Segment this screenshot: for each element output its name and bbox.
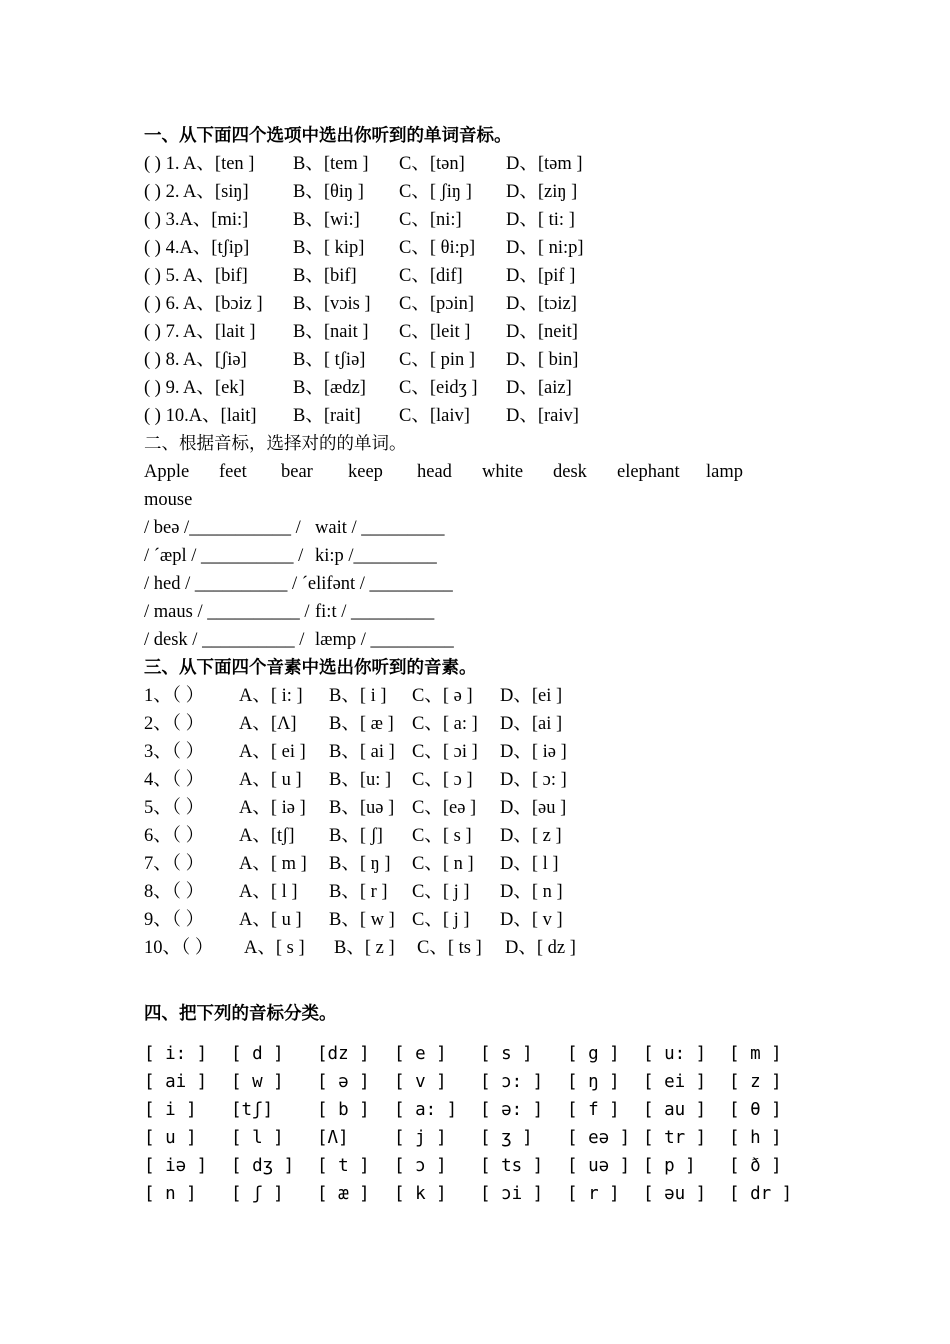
phonetic-symbol: [ ei ] bbox=[643, 1072, 707, 1092]
option-b: B、[wi:] bbox=[293, 210, 360, 230]
option-q: ( ) 1. A、[ten ] bbox=[144, 154, 255, 174]
phonetic-symbol: [ tr ] bbox=[643, 1128, 707, 1148]
option-c: C、[leit ] bbox=[399, 322, 471, 342]
option-c: C、[ θi:p] bbox=[399, 238, 476, 258]
option-c: C、[ni:] bbox=[399, 210, 462, 230]
phonetic-symbol: [ m ] bbox=[729, 1044, 782, 1064]
phonetic-symbol: [ eə ] bbox=[567, 1128, 631, 1148]
phonetic-symbol: [dz ] bbox=[317, 1044, 370, 1064]
phoneme-option: A、[ m ] bbox=[239, 854, 307, 874]
phonetic-symbol: [ k ] bbox=[394, 1184, 447, 1204]
phonetic-symbol: [ ai ] bbox=[144, 1072, 208, 1092]
phonetic-blank-left: / desk / __________ / bbox=[144, 630, 305, 650]
word-bank-item: white bbox=[482, 462, 524, 482]
phoneme-option: B、[ æ ] bbox=[329, 714, 394, 734]
question-number: 9、（ ） bbox=[144, 910, 205, 930]
phoneme-option: D、[ai ] bbox=[500, 714, 563, 734]
option-b: B、[rait] bbox=[293, 406, 361, 426]
phonetic-symbol: [ g ] bbox=[567, 1044, 620, 1064]
phonetic-blank-left: / ˊæpl / __________ / bbox=[144, 546, 304, 566]
phonetic-symbol: [ ts ] bbox=[480, 1156, 544, 1176]
phoneme-option: B、[ i ] bbox=[329, 686, 387, 706]
phonetic-symbol: [ iə ] bbox=[144, 1156, 208, 1176]
phoneme-option: C、[ j ] bbox=[412, 882, 470, 902]
option-c: C、[ pin ] bbox=[399, 350, 476, 370]
option-b: B、[ tʃiə] bbox=[293, 350, 366, 370]
phoneme-option: D、[ l ] bbox=[500, 854, 559, 874]
phoneme-option: A、[tʃ] bbox=[239, 826, 295, 846]
phoneme-option: A、[ i: ] bbox=[239, 686, 303, 706]
word-bank-item: lamp bbox=[706, 462, 743, 482]
question-number: 6、（ ） bbox=[144, 826, 205, 846]
word-bank-item: feet bbox=[219, 462, 247, 482]
word-bank-item: keep bbox=[348, 462, 383, 482]
option-d: D、[aiz] bbox=[506, 378, 572, 398]
phoneme-option: D、[ iə ] bbox=[500, 742, 567, 762]
phoneme-option: C、[eə ] bbox=[412, 798, 477, 818]
option-b: B、[bif] bbox=[293, 266, 357, 286]
phonetic-symbol: [ dʒ ] bbox=[231, 1156, 295, 1176]
phonetic-symbol: [ b ] bbox=[317, 1100, 370, 1120]
option-q: ( ) 10.A、[lait] bbox=[144, 406, 257, 426]
option-c: C、[dif] bbox=[399, 266, 463, 286]
section3-title: 三、从下面四个音素中选出你听到的音素。 bbox=[144, 658, 477, 678]
phonetic-symbol: [ ɔ ] bbox=[394, 1156, 447, 1176]
phoneme-option: D、[ v ] bbox=[500, 910, 563, 930]
option-c: C、[eidʒ ] bbox=[399, 378, 478, 398]
question-number: 3、（ ） bbox=[144, 742, 205, 762]
word-bank-item: Apple bbox=[144, 462, 190, 482]
phonetic-symbol: [ u: ] bbox=[643, 1044, 707, 1064]
phoneme-option: D、[ei ] bbox=[500, 686, 563, 706]
phonetic-symbol: [ v ] bbox=[394, 1072, 447, 1092]
phonetic-symbol: [ æ ] bbox=[317, 1184, 370, 1204]
phonetic-symbol: [ u ] bbox=[144, 1128, 197, 1148]
option-d: D、[ ni:p] bbox=[506, 238, 584, 258]
phonetic-symbol: [ θ ] bbox=[729, 1100, 782, 1120]
phoneme-option: B、[u: ] bbox=[329, 770, 392, 790]
phonetic-symbol: [ əu ] bbox=[643, 1184, 707, 1204]
word-bank-item: mouse bbox=[144, 490, 193, 510]
phonetic-blank-right: ki:p /_________ bbox=[315, 546, 437, 566]
phonetic-blank-right: læmp / _________ bbox=[315, 630, 454, 650]
phonetic-symbol: [ h ] bbox=[729, 1128, 782, 1148]
phonetic-symbol: [ ə ] bbox=[317, 1072, 370, 1092]
option-c: C、[laiv] bbox=[399, 406, 470, 426]
option-b: B、[ kip] bbox=[293, 238, 365, 258]
phoneme-option: C、[ ə ] bbox=[412, 686, 473, 706]
phonetic-symbol: [ a: ] bbox=[394, 1100, 458, 1120]
phoneme-option: C、[ s ] bbox=[412, 826, 472, 846]
phonetic-symbol: [ ŋ ] bbox=[567, 1072, 620, 1092]
question-number: 10、（ ） bbox=[144, 938, 214, 958]
question-number: 8、（ ） bbox=[144, 882, 205, 902]
phonetic-symbol: [ dr ] bbox=[729, 1184, 793, 1204]
option-b: B、[tem ] bbox=[293, 154, 369, 174]
phoneme-option: A、[ ei ] bbox=[239, 742, 306, 762]
phoneme-option: A、[ l ] bbox=[239, 882, 298, 902]
option-q: ( ) 7. A、[lait ] bbox=[144, 322, 256, 342]
phonetic-symbol: [ uə ] bbox=[567, 1156, 631, 1176]
phoneme-option: A、[ u ] bbox=[239, 910, 302, 930]
phonetic-symbol: [ ə: ] bbox=[480, 1100, 544, 1120]
phonetic-symbol: [ n ] bbox=[144, 1184, 197, 1204]
phonetic-blank-right: wait / _________ bbox=[315, 518, 445, 538]
option-q: ( ) 3.A、[mi:] bbox=[144, 210, 249, 230]
phonetic-symbol: [ ʒ ] bbox=[480, 1128, 533, 1148]
option-b: B、[vɔis ] bbox=[293, 294, 371, 314]
phonetic-symbol: [Λ] bbox=[317, 1128, 349, 1148]
phonetic-symbol: [ r ] bbox=[567, 1184, 620, 1204]
phonetic-symbol: [ p ] bbox=[643, 1156, 696, 1176]
option-q: ( ) 6. A、[bɔiz ] bbox=[144, 294, 263, 314]
question-number: 5、（ ） bbox=[144, 798, 205, 818]
phoneme-option: C、[ ts ] bbox=[417, 938, 482, 958]
phonetic-symbol: [ ð ] bbox=[729, 1156, 782, 1176]
phoneme-option: B、[ ʃ] bbox=[329, 826, 383, 846]
option-q: ( ) 2. A、[siŋ] bbox=[144, 182, 249, 202]
phoneme-option: C、[ ɔi ] bbox=[412, 742, 478, 762]
phonetic-symbol: [ i: ] bbox=[144, 1044, 208, 1064]
phonetic-symbol: [tʃ] bbox=[231, 1100, 274, 1120]
phonetic-symbol: [ e ] bbox=[394, 1044, 447, 1064]
option-b: B、[θiŋ ] bbox=[293, 182, 364, 202]
phoneme-option: B、[ z ] bbox=[334, 938, 395, 958]
phoneme-option: C、[ n ] bbox=[412, 854, 474, 874]
phonetic-blank-left: / hed / __________ / ˊelifənt / _________ bbox=[144, 574, 453, 594]
section4-title: 四、把下列的音标分类。 bbox=[144, 1004, 337, 1024]
phonetic-blank-left: / beə /___________ / bbox=[144, 518, 301, 538]
phonetic-blank-right: fi:t / _________ bbox=[315, 602, 435, 622]
phonetic-symbol: [ z ] bbox=[729, 1072, 782, 1092]
phoneme-option: D、[ dz ] bbox=[505, 938, 576, 958]
phoneme-option: A、[ iə ] bbox=[239, 798, 306, 818]
phoneme-option: B、[uə ] bbox=[329, 798, 395, 818]
phoneme-option: C、[ a: ] bbox=[412, 714, 478, 734]
question-number: 7、（ ） bbox=[144, 854, 205, 874]
phoneme-option: C、[ j ] bbox=[412, 910, 470, 930]
question-number: 2、（ ） bbox=[144, 714, 205, 734]
phonetic-symbol: [ ɔi ] bbox=[480, 1184, 544, 1204]
phoneme-option: A、[Λ] bbox=[239, 714, 297, 734]
option-d: D、[neit] bbox=[506, 322, 578, 342]
phonetic-symbol: [ ɔ: ] bbox=[480, 1072, 544, 1092]
phoneme-option: A、[ u ] bbox=[239, 770, 302, 790]
phoneme-option: D、[ n ] bbox=[500, 882, 563, 902]
phonetic-symbol: [ j ] bbox=[394, 1128, 447, 1148]
option-d: D、[ziŋ ] bbox=[506, 182, 578, 202]
phoneme-option: D、[ z ] bbox=[500, 826, 562, 846]
phoneme-option: B、[ w ] bbox=[329, 910, 395, 930]
phonetic-symbol: [ i ] bbox=[144, 1100, 197, 1120]
phoneme-option: B、[ ai ] bbox=[329, 742, 395, 762]
option-c: C、[ ʃiŋ ] bbox=[399, 182, 472, 202]
word-bank-item: bear bbox=[281, 462, 313, 482]
phoneme-option: B、[ ŋ ] bbox=[329, 854, 391, 874]
option-d: D、[təm ] bbox=[506, 154, 583, 174]
word-bank-item: desk bbox=[553, 462, 587, 482]
phoneme-option: B、[ r ] bbox=[329, 882, 388, 902]
phonetic-symbol: [ s ] bbox=[480, 1044, 533, 1064]
phonetic-symbol: [ t ] bbox=[317, 1156, 370, 1176]
option-b: B、[nait ] bbox=[293, 322, 369, 342]
phoneme-option: D、[əu ] bbox=[500, 798, 567, 818]
phonetic-symbol: [ l ] bbox=[231, 1128, 284, 1148]
option-d: D、[raiv] bbox=[506, 406, 579, 426]
phoneme-option: D、[ ɔ: ] bbox=[500, 770, 567, 790]
option-q: ( ) 5. A、[bif] bbox=[144, 266, 248, 286]
option-b: B、[ædz] bbox=[293, 378, 366, 398]
option-d: D、[ bin] bbox=[506, 350, 579, 370]
phonetic-blank-left: / maus / __________ / bbox=[144, 602, 310, 622]
word-bank-item: elephant bbox=[617, 462, 680, 482]
phonetic-symbol: [ w ] bbox=[231, 1072, 284, 1092]
option-d: D、[pif ] bbox=[506, 266, 576, 286]
option-c: C、[tən] bbox=[399, 154, 465, 174]
phonetic-symbol: [ ʃ ] bbox=[231, 1184, 284, 1204]
phoneme-option: C、[ ɔ ] bbox=[412, 770, 473, 790]
section1-title: 一、从下面四个选项中选出你听到的单词音标。 bbox=[144, 126, 512, 146]
option-d: D、[tɔiz] bbox=[506, 294, 577, 314]
word-bank-item: head bbox=[417, 462, 452, 482]
option-q: ( ) 4.A、[tʃip] bbox=[144, 238, 250, 258]
question-number: 4、（ ） bbox=[144, 770, 205, 790]
question-number: 1、（ ） bbox=[144, 686, 205, 706]
phoneme-option: A、[ s ] bbox=[244, 938, 305, 958]
option-q: ( ) 9. A、[ek] bbox=[144, 378, 245, 398]
phonetic-symbol: [ d ] bbox=[231, 1044, 284, 1064]
option-c: C、[pɔin] bbox=[399, 294, 475, 314]
phonetic-symbol: [ f ] bbox=[567, 1100, 620, 1120]
option-q: ( ) 8. A、[ʃiə] bbox=[144, 350, 247, 370]
option-d: D、[ ti: ] bbox=[506, 210, 575, 230]
phonetic-symbol: [ au ] bbox=[643, 1100, 707, 1120]
section2-title: 二、根据音标，选择对的的单词。 bbox=[144, 434, 407, 454]
